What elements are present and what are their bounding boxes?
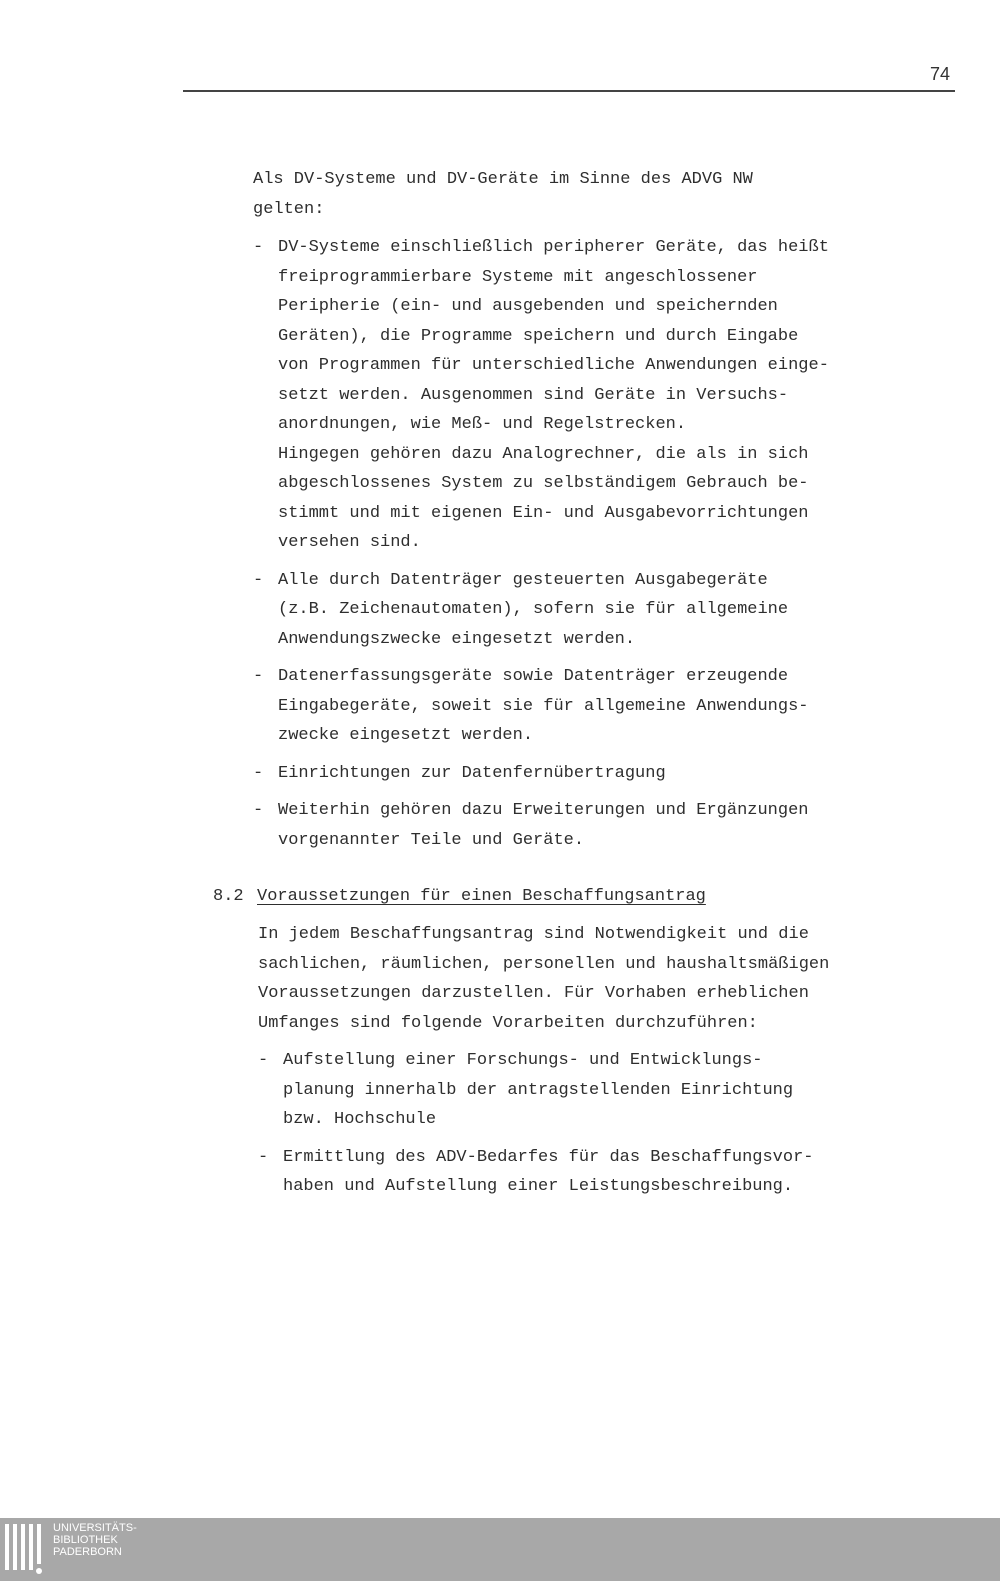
paragraph-line: Voraussetzungen darzustellen. Für Vorhaben erheblichen: [258, 984, 809, 1003]
list-item-line: Ermittlung des ADV-Bedarfes für das Beschaffungsvor-: [283, 1147, 814, 1167]
list-item-line: zwecke eingesetzt werden.: [278, 726, 534, 745]
list-item-line: Hingegen gehören dazu Analogrechner, die als in sich: [278, 444, 809, 464]
list-item: [253, 566, 829, 655]
list-dash: -: [253, 570, 264, 590]
list-item-line: freiprogrammierbare Systeme mit angeschlossener: [278, 267, 758, 287]
list-item-line: bzw. Hochschule: [283, 1110, 437, 1129]
list-item-line: Eingabegeräte, soweit sie für allgemeine Anwendungs-: [278, 696, 809, 716]
list-item: [253, 662, 829, 751]
library-name-line: UNIVERSITÄTS-: [53, 1522, 137, 1534]
list-item-line: Geräten), die Programme speichern und durch Eingabe: [278, 326, 799, 346]
list-item: [253, 233, 829, 558]
requirements-paragraph: [258, 920, 829, 1038]
list-dash: -: [258, 1051, 269, 1070]
list-item-line: (z.B. Zeichenautomaten), sofern sie für allgemeine: [278, 600, 789, 619]
section-title: Voraussetzungen für einen Beschaffungsantrag: [257, 887, 706, 906]
list-item-line: Anwendungszwecke eingesetzt werden.: [278, 629, 636, 649]
intro-line: Als DV-Systeme und DV-Geräte im Sinne des ADVG NW: [253, 170, 753, 189]
list-item-line: Peripherie (ein- und ausgebenden und speichernden: [278, 297, 778, 316]
list-item-line: versehen sind.: [278, 533, 421, 552]
list-item-line: Einrichtungen zur Datenfernübertragung: [278, 763, 666, 783]
paragraph-line: sachlichen, räumlichen, personellen und haushaltsmäßigen: [258, 954, 830, 974]
list-dash: -: [253, 667, 264, 686]
paragraph-line: Umfanges sind folgende Vorarbeiten durchzuführen:: [258, 1013, 758, 1033]
list-item-line: abgeschlossenes System zu selbständigem Gebrauch be-: [278, 474, 809, 493]
page-number: 74: [930, 64, 951, 84]
library-name: [53, 1522, 137, 1558]
intro-paragraph: [253, 165, 753, 224]
device-list: [253, 233, 829, 863]
library-name-line: BIBLIOTHEK: [53, 1534, 118, 1546]
section-number: 8.2: [213, 887, 244, 906]
list-item-line: DV-Systeme einschließlich peripherer Geräte, das heißt: [278, 238, 829, 257]
library-logo-icon: [4, 1524, 44, 1576]
list-item-line: planung innerhalb der antragstellenden Einrichtung: [283, 1080, 794, 1100]
preparation-list: [258, 1046, 814, 1210]
paragraph-line: In jedem Beschaffungsantrag sind Notwendigkeit und die: [258, 925, 809, 944]
list-item-line: Aufstellung einer Forschungs- und Entwicklungs-: [283, 1051, 763, 1070]
list-item-line: Weiterhin gehören dazu Erweiterungen und Ergänzungen: [278, 801, 809, 820]
list-item: [253, 759, 829, 789]
list-item-line: haben und Aufstellung einer Leistungsbeschreibung.: [283, 1177, 794, 1196]
header-rule: [183, 90, 955, 92]
library-footer-bar: [0, 1518, 1000, 1581]
intro-line: gelten:: [253, 199, 325, 219]
list-item: [253, 796, 829, 855]
list-item-line: von Programmen für unterschiedliche Anwendungen einge-: [278, 356, 829, 375]
list-item-line: setzt werden. Ausgenommen sind Geräte in Versuchs-: [278, 385, 789, 405]
list-item-line: stimmt und mit eigenen Ein- und Ausgabevorrichtungen: [278, 503, 809, 523]
library-name-line: PADERBORN: [53, 1546, 122, 1558]
section-heading: [213, 882, 706, 912]
list-item-line: anordnungen, wie Meß- und Regelstrecken.: [278, 415, 687, 434]
list-item: [258, 1046, 814, 1135]
list-dash: -: [253, 238, 264, 257]
list-item-line: Datenerfassungsgeräte sowie Datenträger erzeugende: [278, 667, 789, 686]
list-item: [258, 1143, 814, 1202]
list-item-line: Alle durch Datenträger gesteuerten Ausgabegeräte: [278, 570, 768, 590]
list-dash: -: [253, 801, 264, 820]
list-dash: -: [258, 1147, 269, 1167]
list-dash: -: [253, 763, 264, 783]
list-item-line: vorgenannter Teile und Geräte.: [278, 830, 585, 850]
